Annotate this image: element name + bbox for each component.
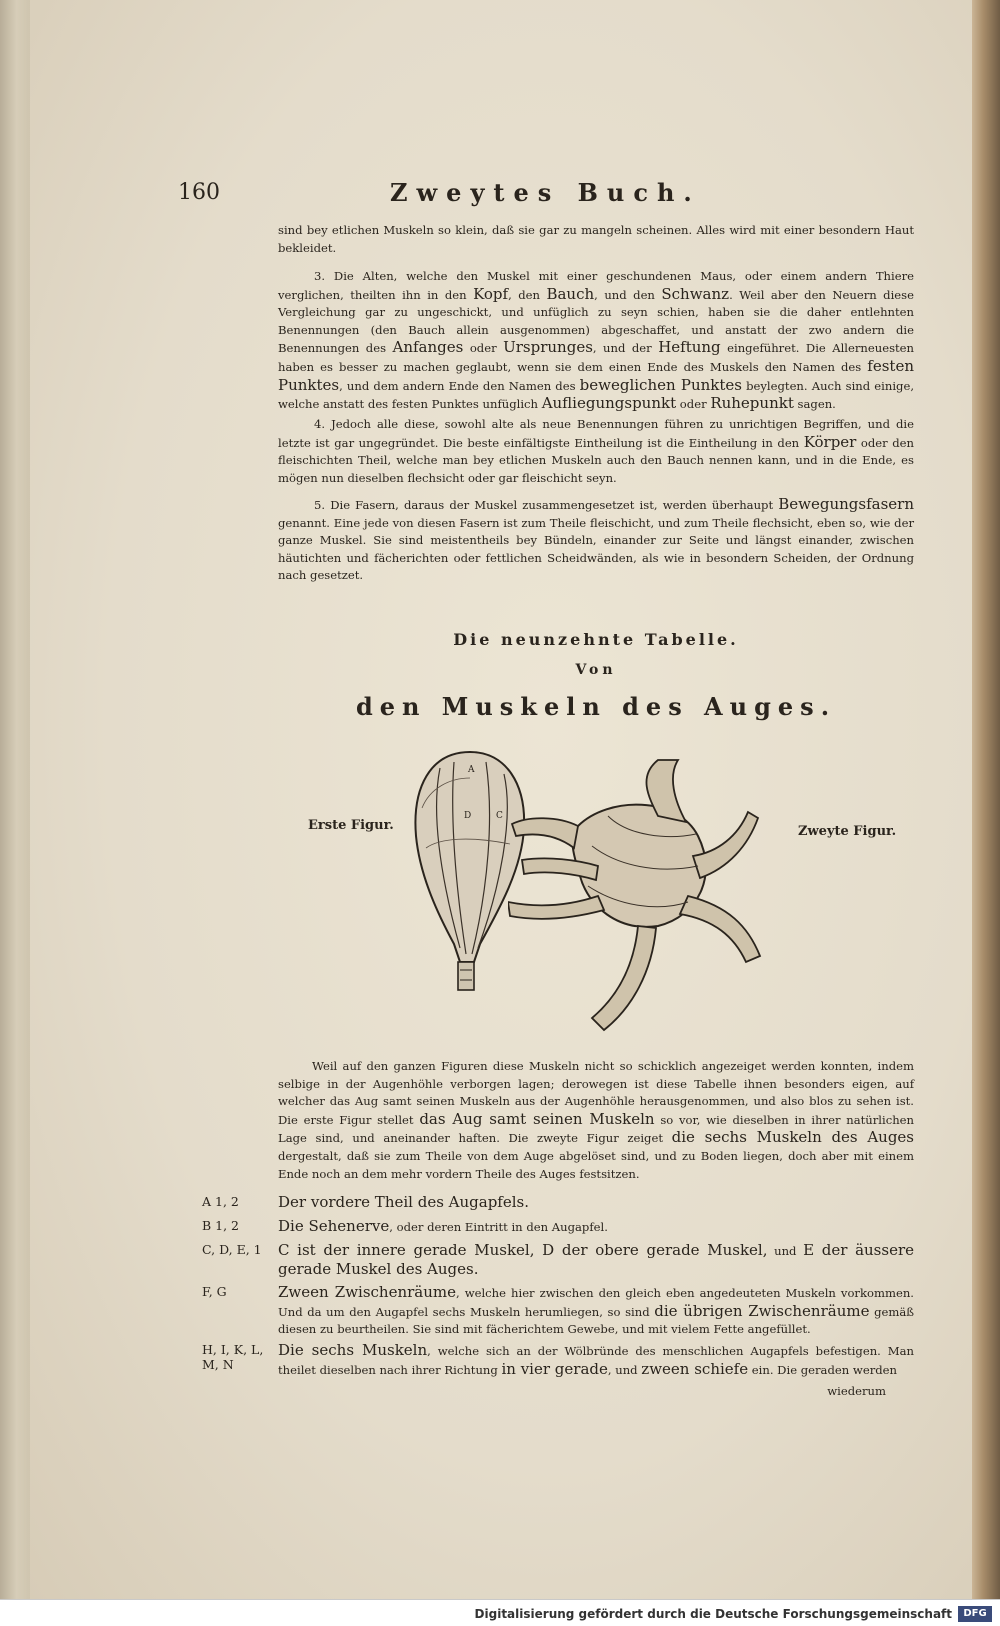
emphasis-term: Körper xyxy=(803,432,857,451)
legend-description: Die Sehenerve, oder deren Eintritt in den Augapfel. xyxy=(278,1217,608,1235)
emphasis-term: beweglichen Punktes xyxy=(579,375,742,394)
explanation-paragraph: Weil auf den ganzen Figuren diese Muskeln nicht so schicklich angezeiget werden konnten, indem selbige in der Augenhöhle verborgen lagen; derowegen ist diese Tabelle ihnen besonders eigen, auf welcher das Aug samt seinen Muskeln aus der Augenhöhle herausgenommen, und also blos zu sehen ist. Die erste Figur stellet das Aug samt seinen Muskeln so vor, wie dieselben in ihrer natürlichen Lage sind, und aneinander haften. Die zweyte Figur zeiget die sechs Muskeln des Auges dergestalt, daß sie zum Theile von dem Auge abgelöset sind, und zu Boden liegen, doch aber mit einem Ende noch an dem mehr vordern Theile des Auges festsitzen. xyxy=(278,1059,915,1181)
legend-key: A 1, 2 xyxy=(202,1194,239,1209)
paragraph-5: 5. Die Fasern, daraus der Muskel zusammengesetzet ist, werden überhaupt Bewegungsfasern genannt. Eine jede von diesen Fasern ist zum Theile fleischicht, und zum Theile flechsicht, eben so, wie der ganze Muskel. Sie sind meistentheils bey Bündeln, einander zur Seite und längst einander, zwischen häutichten und fächerichten oder fettlichen Scheidwänden, als wie in besondern Scheiden, der Ordnung nach gesetzet. xyxy=(278,495,914,583)
legend-description: Die sechs Muskeln, welche sich an der Wölbründe des menschlichen Augapfels befestigen. Man theilet dieselben nach ihrer Richtung in vier gerade, und zween schiefe ein. Die geraden werden xyxy=(278,1341,914,1378)
legend-key: H, I, K, L, M, N xyxy=(202,1342,264,1372)
emphasis-term: festen Punktes xyxy=(278,356,914,394)
paragraph-3: 3. Die Alten, welche den Muskel mit einer geschundenen Maus, oder einem andern Thiere verglichen, theilten ihn in den Kopf, den Bauch, und den Schwanz. Weil aber den Neuern diese Vergleichung gar zu ungeschickt, und unfüglich zu seyn schien, haben sie die daher entlehnten Benennungen (den Bauch allein ausgenommen) abgeschaffet, und anstatt der zwo andern die Benennungen des Anfanges oder Ursprunges, und der Heftung eingeführet. Die Allerneuesten haben es besser zu machen geglaubt, wenn sie dem einen Ende des Muskels den Namen des festen Punktes, und dem andern Ende den Namen des beweglichen Punktes beylegten. Auch sind einige, welche anstatt des festen Punktes unfüglich Aufliegungspunkt oder Ruhepunkt sagen. xyxy=(278,269,915,413)
paragraph-4: 4. Jedoch alle diese, sowohl alte als neue Benennungen führen zu unrichtigen Begriffen, und die letzte ist gar ungegründet. Die beste einfältigste Eintheilung ist die Eintheilung in den Körper oder den fleischichten Theil, welche man bey etlichen Muskeln auch den Bauch nennen kann, und in die Ende, es mögen nun dieselben flechsicht oder gar fleischicht seyn. xyxy=(278,417,914,485)
figure-letter-c: C xyxy=(496,811,503,821)
running-head: Zweytes Buch. xyxy=(390,178,701,207)
emphasis-term: Kopf xyxy=(473,284,509,303)
emphasis-term: Ursprunges xyxy=(503,338,593,357)
figure-letter-d: D xyxy=(464,811,472,821)
emphasis-term: das Aug samt seinen Muskeln xyxy=(419,1109,655,1128)
legend-key: C, D, E, 1 xyxy=(202,1242,262,1257)
second-figure-label: Zweyte Figur. xyxy=(798,824,897,839)
footer-credit: Digitalisierung gefördert durch die Deutsche Forschungsgemeinschaft xyxy=(474,1607,952,1621)
paragraph-1: sind bey etlichen Muskeln so klein, daß sie gar zu mangeln scheinen. Alles wird mit einer besondern Haut bekleidet. xyxy=(278,223,914,255)
table-subject: den Muskeln des Auges. xyxy=(355,692,837,721)
table-title: Die neunzehnte Tabelle. xyxy=(453,630,739,649)
figure-letter-a: A xyxy=(468,765,475,775)
book-page xyxy=(30,0,972,1600)
page-number: 160 xyxy=(178,180,220,205)
legend-key: B 1, 2 xyxy=(202,1218,240,1233)
table-title-von: Von xyxy=(575,662,617,678)
legend-key: F, G xyxy=(202,1284,227,1299)
emphasis-term: Aufliegungspunkt xyxy=(541,394,677,413)
emphasis-term: Bauch xyxy=(546,284,595,303)
book-fore-edge xyxy=(972,0,1000,1626)
first-figure-label: Erste Figur. xyxy=(308,818,394,833)
digitization-footer xyxy=(0,1599,1000,1626)
second-figure-eye-muscles-illustration xyxy=(508,756,798,1036)
emphasis-term: Ruhepunkt xyxy=(710,394,794,413)
emphasis-term: die sechs Muskeln des Auges xyxy=(671,1128,914,1147)
legend-description: C ist der innere gerade Muskel, D der obere gerade Muskel, und E der äussere gerade Muskel des Auges. xyxy=(278,1241,914,1278)
dfg-logo: DFG xyxy=(958,1606,992,1622)
legend-description: Der vordere Theil des Augapfels. xyxy=(278,1193,529,1211)
emphasis-term: Heftung xyxy=(658,338,721,357)
book-gutter-edge xyxy=(0,0,30,1626)
emphasis-term: Bewegungsfasern xyxy=(778,495,914,513)
emphasis-term: Anfanges xyxy=(392,338,464,357)
catchword: wiederum xyxy=(827,1384,886,1398)
emphasis-term: Schwanz xyxy=(661,284,730,303)
legend-description: Zween Zwischenräume, welche hier zwischen den gleich eben angedeuteten Muskeln vorkommen. Und da um den Augapfel sechs Muskeln herumliegen, so sind die übrigen Zwischenräume gemäß diesen zu beurtheilen. Sie sind mit fächerichtem Gewebe, und mit vielem Fette angefüllet. xyxy=(278,1283,914,1337)
